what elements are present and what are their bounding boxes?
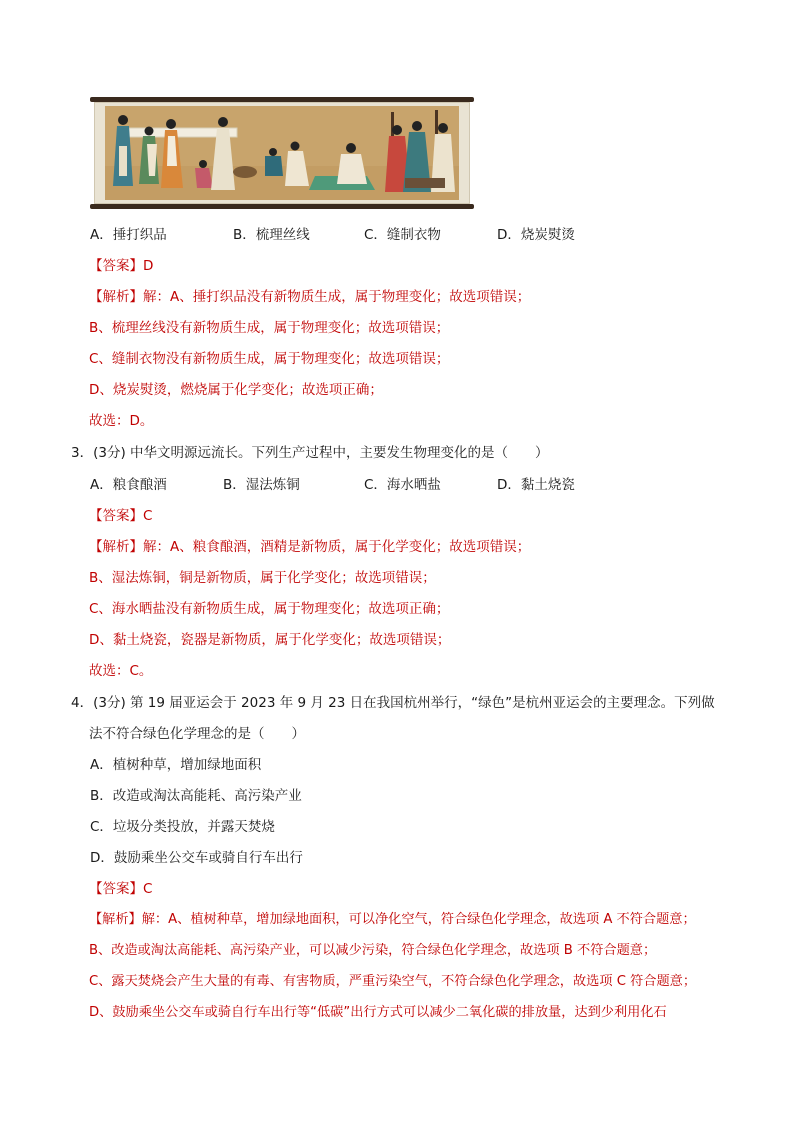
q3-analysis-line-3: C、海水晒盐没有新物质生成，属于物理变化；故选项正确； [89,601,450,617]
scroll-rod-bottom [90,204,474,209]
q3-analysis-line-1 [89,538,530,556]
q4-option-b: B．改造或淘汰高能耗、高污染产业 [90,788,302,804]
q4-analysis-line-1 [89,911,696,929]
q4-stem-line-1: 4．(3分) 第 19 届亚运会于 2023 年 9 月 23 日在我国杭州举行，“绿色”是杭州亚运会的主要理念。下列做 [71,695,715,711]
q3-option-b: B．湿法炼铜 [223,477,300,493]
q4-answer [89,880,152,898]
q4-option-d: D．鼓励乘坐公交车或骑自行车出行 [90,850,303,866]
q3-option-c: C．海水晒盐 [364,477,441,493]
painting-figures [105,106,459,200]
q4-answer-value: C [143,881,153,897]
q2-analysis-line-2: B、梳理丝线没有新物质生成，属于物理变化；故选项错误； [89,320,450,336]
q2-answer-tag: 【答案】 [89,258,143,274]
q4-option-a: A．植树种草，增加绿地面积 [90,757,262,773]
q2-analysis-line-1 [89,288,530,306]
q2-option-b: B．梳理丝线 [233,227,310,243]
q4-stem-line-2: 法不符合绿色化学理念的是（ ） [89,726,305,742]
q2-option-a: A．捶打织品 [90,227,167,243]
q4-option-c: C．垃圾分类投放，并露天焚烧 [90,819,275,835]
q3-answer [89,507,152,525]
scroll-paper [94,102,470,204]
q2-option-d: D．烧炭熨烫 [497,227,575,243]
q4-analysis-line-4: D、鼓励乘坐公交车或骑自行车出行等“低碳”出行方式可以减少二氧化碳的排放量，达到少利用化石 [89,1005,667,1020]
q3-analysis-tag: 【解析】 [89,539,143,555]
q3-option-a: A．粮食酿酒 [90,477,167,493]
q3-answer-value: C [143,508,153,524]
q4-analysis-line-2: B、改造或淘汰高能耗、高污染产业，可以减少污染，符合绿色化学理念，故选项 B 不符合题意； [89,943,657,958]
q2-analysis-text-1: 解：A、捶打织品没有新物质生成，属于物理变化；故选项错误； [143,289,531,305]
silk-pounding-painting [105,106,459,200]
q4-analysis-tag: 【解析】 [89,912,142,927]
q2-analysis-tag: 【解析】 [89,289,143,305]
q2-answer [89,257,153,275]
q2-choice: 故选：D。 [89,413,154,429]
q4-answer-tag: 【答案】 [89,881,143,897]
q3-option-d: D．黏土烧瓷 [497,477,575,493]
q3-analysis-text-1: 解：A、粮食酿酒，酒精是新物质，属于化学变化；故选项错误； [143,539,531,555]
q4-analysis-line-3: C、露天焚烧会产生大量的有毒、有害物质，严重污染空气，不符合绿色化学理念，故选项 C 符合题意； [89,974,697,989]
q3-analysis-line-4: D、黏土烧瓷，瓷器是新物质，属于化学变化；故选项错误； [89,632,451,648]
painting-scroll-image [90,97,474,209]
q2-analysis-line-3: C、缝制衣物没有新物质生成，属于物理变化；故选项错误； [89,351,450,367]
q3-stem: 3．(3分) 中华文明源远流长。下列生产过程中，主要发生物理变化的是（ ） [71,445,549,461]
q3-analysis-line-2: B、湿法炼铜，铜是新物质，属于化学变化；故选项错误； [89,570,436,586]
q4-analysis-text-1: 解：A、植树种草，增加绿地面积，可以净化空气，符合绿色化学理念，故选项 A 不符合题意； [141,912,696,927]
q2-option-c: C．缝制衣物 [364,227,441,243]
q2-answer-value: D [143,258,154,274]
q3-choice: 故选：C。 [89,663,153,679]
q3-answer-tag: 【答案】 [89,508,143,524]
q2-analysis-line-4: D、烧炭熨烫，燃烧属于化学变化；故选项正确； [89,382,383,398]
